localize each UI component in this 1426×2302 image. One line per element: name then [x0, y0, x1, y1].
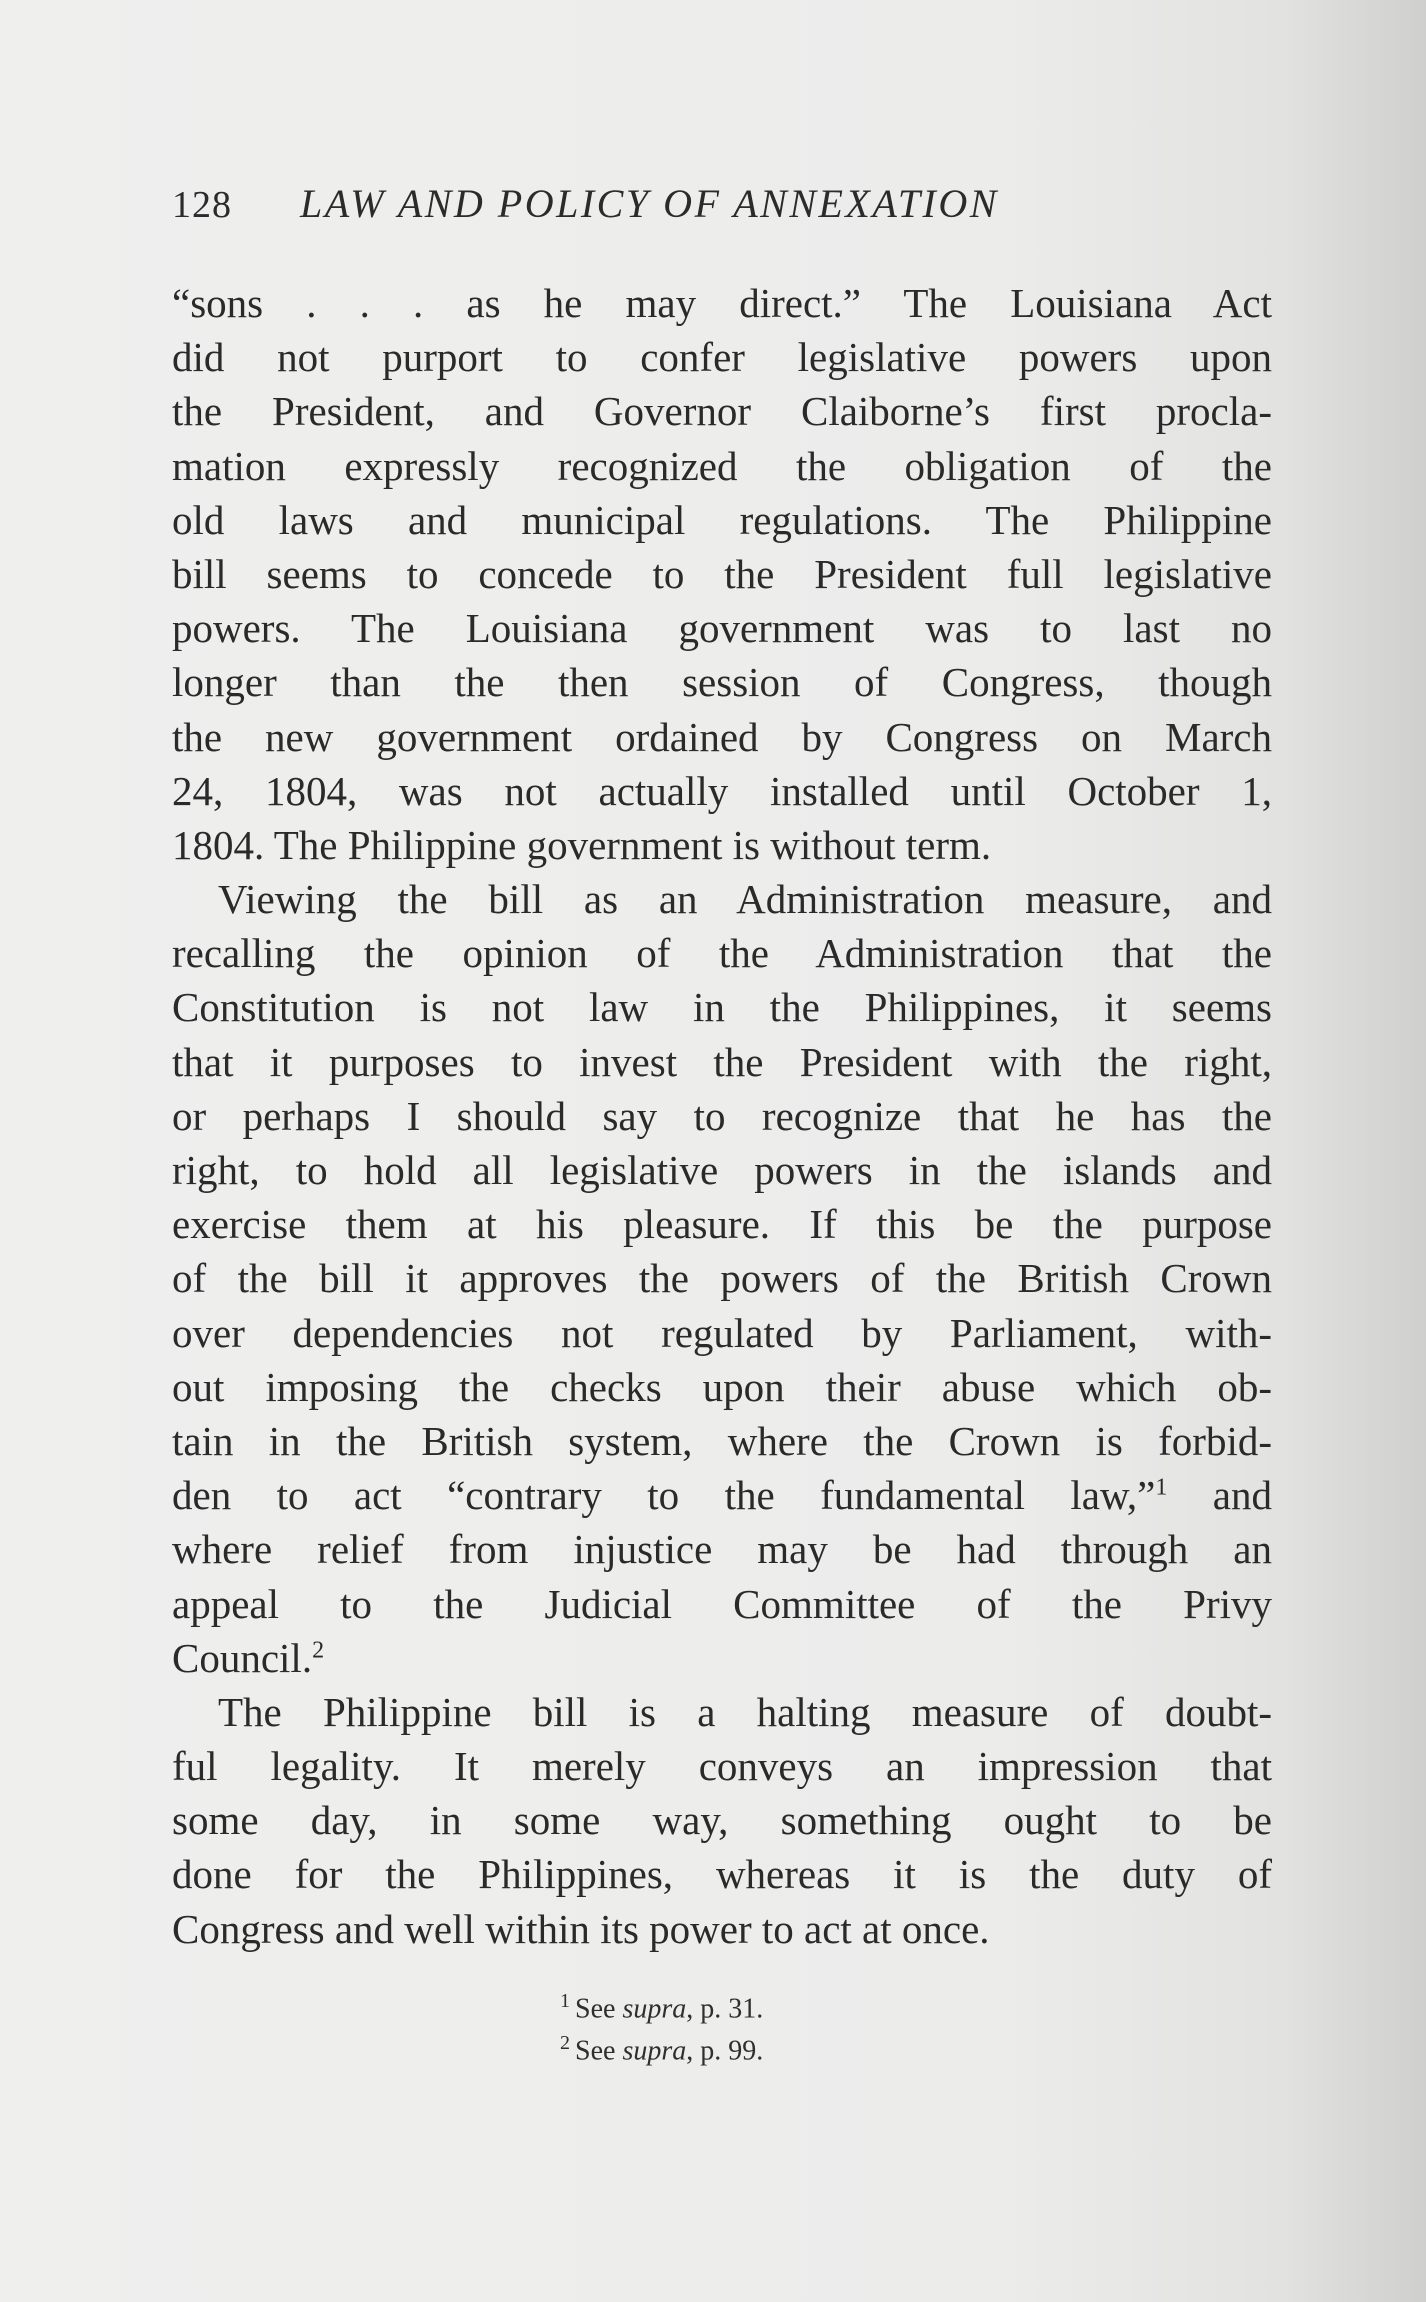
footnote-prefix: See	[575, 2035, 623, 2067]
text-line: tain in the British system, where the Crown is forbid-	[172, 1417, 1272, 1464]
text-line: recalling the opinion of the Administration that the	[172, 930, 1272, 977]
text-line-part: and	[1167, 1472, 1272, 1519]
text-line: the new government ordained by Congress on March	[172, 713, 1272, 760]
text-line	[172, 1468, 1272, 1522]
footnote	[560, 1980, 764, 2025]
text-line: where relief from injustice may be had through an	[172, 1526, 1272, 1573]
footnote	[560, 2022, 764, 2067]
text-line: out imposing the checks upon their abuse which ob-	[172, 1363, 1272, 1410]
text-line-part: den to act “contrary to the fundamental law,”	[172, 1472, 1156, 1519]
text-line: over dependencies not regulated by Parliament, with-	[172, 1309, 1272, 1356]
footnote-suffix: , p. 99.	[686, 2035, 764, 2067]
footnote-prefix: See	[575, 1993, 623, 2025]
footnote-ref-1: 1	[1155, 1474, 1168, 1501]
text-line: mation expressly recognized the obligation of the	[172, 442, 1272, 489]
text-line: longer than the then session of Congress, though	[172, 659, 1272, 706]
footnotes	[560, 1980, 764, 2067]
text-line: 1804. The Philippine government is without term.	[172, 821, 992, 868]
text-line: exercise them at his pleasure. If this be the purpose	[172, 1201, 1272, 1248]
running-head	[172, 178, 1272, 230]
footnote-italic: supra	[622, 2035, 687, 2067]
text-line: Congress and well within its power to act at once.	[172, 1905, 990, 1952]
text-line: or perhaps I should say to recognize that he has the	[172, 1092, 1272, 1139]
text-line: some day, in some way, something ought to be	[172, 1797, 1272, 1844]
text-line: The Philippine bill is a halting measure of doubt-	[218, 1688, 1272, 1735]
footnote-mark: 1	[560, 1990, 570, 2012]
text-line: Viewing the bill as an Administration measure, and	[218, 876, 1272, 923]
text-line: “sons . . . as he may direct.” The Louisiana Act	[172, 280, 1272, 326]
text-line-part: Council.	[172, 1634, 313, 1681]
running-title: LAW AND POLICY OF ANNEXATION	[300, 181, 999, 226]
text-line: that it purposes to invest the President with the right,	[172, 1038, 1272, 1085]
footnote-suffix: , p. 31.	[686, 1993, 764, 2025]
text-line: did not purport to confer legislative powers upon	[172, 334, 1272, 381]
text-line: powers. The Louisiana government was to last no	[172, 605, 1272, 652]
footnote-mark: 2	[560, 2032, 570, 2054]
footnote-italic: supra	[622, 1993, 687, 2025]
text-line: bill seems to concede to the President full legislative	[172, 550, 1272, 597]
text-line: ful legality. It merely conveys an impression that	[172, 1743, 1272, 1790]
page-number: 128	[172, 184, 232, 226]
text-line: old laws and municipal regulations. The Philippine	[172, 496, 1272, 543]
text-line: 24, 1804, was not actually installed until October 1,	[172, 767, 1272, 814]
text-line: the President, and Governor Claiborne’s first procla-	[172, 388, 1272, 435]
text-line: right, to hold all legislative powers in the islands and	[172, 1147, 1272, 1193]
text-line: done for the Philippines, whereas it is the duty of	[172, 1851, 1272, 1898]
text-line: Constitution is not law in the Philippines, it seems	[172, 984, 1272, 1031]
text-line: of the bill it approves the powers of the British Crown	[172, 1255, 1272, 1302]
main-text	[172, 276, 1272, 1956]
footnote-ref-2: 2	[312, 1637, 325, 1664]
text-line: appeal to the Judicial Committee of the Privy	[172, 1580, 1272, 1627]
text-line	[172, 1631, 1272, 1685]
